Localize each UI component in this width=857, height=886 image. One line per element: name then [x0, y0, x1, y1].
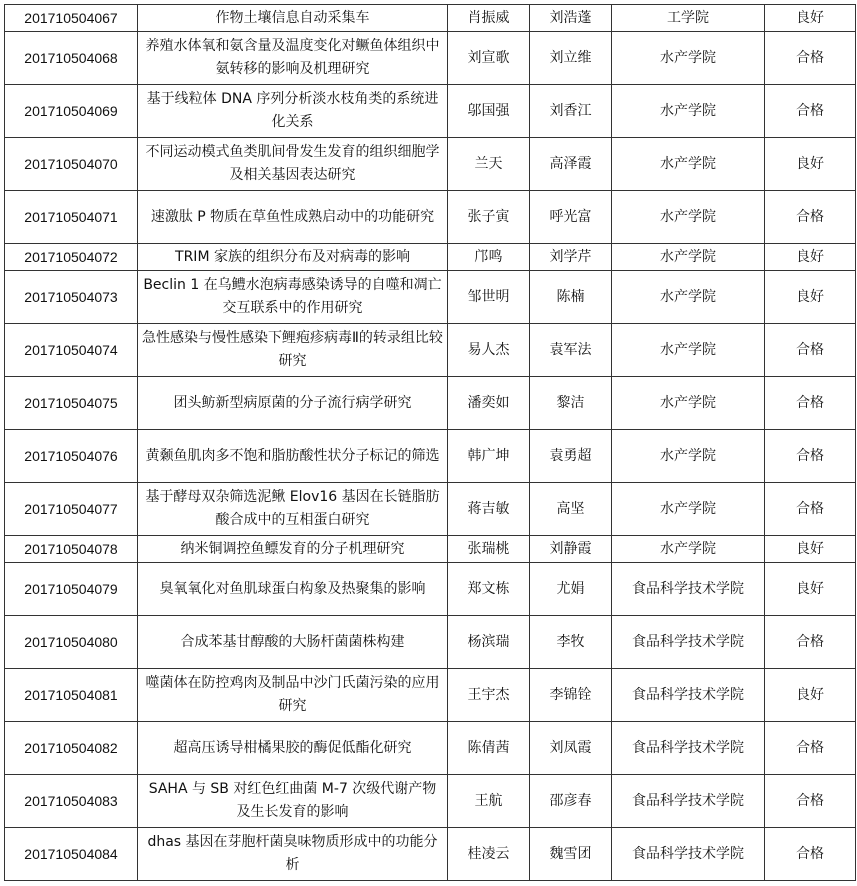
table-row	[5, 271, 856, 324]
student-name-cell: 王航	[448, 775, 530, 828]
grade-cell: 合格	[765, 828, 856, 881]
project-id-cell: 201710504068	[5, 32, 138, 85]
college-cell: 水产学院	[612, 536, 765, 563]
student-name-cell: 桂凌云	[448, 828, 530, 881]
college-cell: 食品科学技术学院	[612, 616, 765, 669]
table-row	[5, 722, 856, 775]
student-name-cell: 邬国强	[448, 85, 530, 138]
project-title-cell: 纳米铜调控鱼鳔发育的分子机理研究	[138, 536, 448, 563]
college-cell: 食品科学技术学院	[612, 828, 765, 881]
grade-cell: 合格	[765, 85, 856, 138]
project-table-body	[5, 5, 856, 881]
student-name-cell: 杨滨瑞	[448, 616, 530, 669]
student-name-cell: 陈倩茜	[448, 722, 530, 775]
table-row	[5, 85, 856, 138]
advisor-name-cell: 邵彦春	[530, 775, 612, 828]
project-id-cell: 201710504070	[5, 138, 138, 191]
college-cell: 水产学院	[612, 271, 765, 324]
college-cell: 水产学院	[612, 244, 765, 271]
college-cell: 食品科学技术学院	[612, 563, 765, 616]
grade-cell: 合格	[765, 191, 856, 244]
college-cell: 食品科学技术学院	[612, 669, 765, 722]
project-title-cell: 合成苯基甘醇酸的大肠杆菌菌株构建	[138, 616, 448, 669]
table-row	[5, 563, 856, 616]
project-id-cell: 201710504073	[5, 271, 138, 324]
advisor-name-cell: 李牧	[530, 616, 612, 669]
advisor-name-cell: 刘学芹	[530, 244, 612, 271]
project-title-cell: 超高压诱导柑橘果胶的酶促低酯化研究	[138, 722, 448, 775]
project-title-cell: dhas 基因在芽胞杆菌臭味物质形成中的功能分析	[138, 828, 448, 881]
student-name-cell: 邹世明	[448, 271, 530, 324]
grade-cell: 合格	[765, 32, 856, 85]
student-name-cell: 韩广坤	[448, 430, 530, 483]
project-id-cell: 201710504076	[5, 430, 138, 483]
table-row	[5, 32, 856, 85]
grade-cell: 合格	[765, 324, 856, 377]
advisor-name-cell: 魏雪团	[530, 828, 612, 881]
college-cell: 食品科学技术学院	[612, 775, 765, 828]
college-cell: 食品科学技术学院	[612, 722, 765, 775]
student-name-cell: 刘宣歌	[448, 32, 530, 85]
project-id-cell: 201710504075	[5, 377, 138, 430]
student-name-cell: 张瑞桃	[448, 536, 530, 563]
project-title-cell: 作物土壤信息自动采集车	[138, 5, 448, 32]
project-title-cell: 急性感染与慢性感染下鲤疱疹病毒Ⅱ的转录组比较研究	[138, 324, 448, 377]
project-table	[4, 4, 856, 881]
project-id-cell: 201710504080	[5, 616, 138, 669]
advisor-name-cell: 尤娟	[530, 563, 612, 616]
advisor-name-cell: 呼光富	[530, 191, 612, 244]
student-name-cell: 张子寅	[448, 191, 530, 244]
advisor-name-cell: 高坚	[530, 483, 612, 536]
project-title-cell: TRIM 家族的组织分布及对病毒的影响	[138, 244, 448, 271]
project-id-cell: 201710504074	[5, 324, 138, 377]
college-cell: 水产学院	[612, 191, 765, 244]
advisor-name-cell: 李锦铨	[530, 669, 612, 722]
table-row	[5, 669, 856, 722]
student-name-cell: 郑文栋	[448, 563, 530, 616]
grade-cell: 良好	[765, 563, 856, 616]
college-cell: 水产学院	[612, 483, 765, 536]
project-id-cell: 201710504069	[5, 85, 138, 138]
table-row	[5, 828, 856, 881]
student-name-cell: 易人杰	[448, 324, 530, 377]
project-id-cell: 201710504084	[5, 828, 138, 881]
project-title-cell: 基于酵母双杂筛选泥鳅 Elov16 基因在长链脂肪酸合成中的互相蛋白研究	[138, 483, 448, 536]
grade-cell: 合格	[765, 430, 856, 483]
grade-cell: 合格	[765, 377, 856, 430]
table-row	[5, 430, 856, 483]
grade-cell: 合格	[765, 483, 856, 536]
project-title-cell: 黄颡鱼肌肉多不饱和脂肪酸性状分子标记的筛选	[138, 430, 448, 483]
student-name-cell: 蒋吉敏	[448, 483, 530, 536]
project-id-cell: 201710504078	[5, 536, 138, 563]
table-row	[5, 244, 856, 271]
table-row	[5, 138, 856, 191]
table-row	[5, 616, 856, 669]
grade-cell: 良好	[765, 244, 856, 271]
project-id-cell: 201710504072	[5, 244, 138, 271]
table-row	[5, 324, 856, 377]
project-title-cell: 养殖水体氧和氨含量及温度变化对鳜鱼体组织中氨转移的影响及机理研究	[138, 32, 448, 85]
table-row	[5, 377, 856, 430]
advisor-name-cell: 刘立维	[530, 32, 612, 85]
grade-cell: 合格	[765, 722, 856, 775]
student-name-cell: 肖振威	[448, 5, 530, 32]
project-title-cell: 噬菌体在防控鸡肉及制品中沙门氏菌污染的应用研究	[138, 669, 448, 722]
project-title-cell: 速激肽 P 物质在草鱼性成熟启动中的功能研究	[138, 191, 448, 244]
advisor-name-cell: 刘浩蓬	[530, 5, 612, 32]
project-id-cell: 201710504067	[5, 5, 138, 32]
grade-cell: 良好	[765, 271, 856, 324]
table-row	[5, 483, 856, 536]
advisor-name-cell: 黎洁	[530, 377, 612, 430]
advisor-name-cell: 刘凤霞	[530, 722, 612, 775]
advisor-name-cell: 高泽霞	[530, 138, 612, 191]
college-cell: 水产学院	[612, 324, 765, 377]
project-id-cell: 201710504083	[5, 775, 138, 828]
advisor-name-cell: 刘香江	[530, 85, 612, 138]
project-id-cell: 201710504079	[5, 563, 138, 616]
table-row	[5, 775, 856, 828]
project-id-cell: 201710504077	[5, 483, 138, 536]
project-title-cell: 臭氧氧化对鱼肌球蛋白构象及热聚集的影响	[138, 563, 448, 616]
college-cell: 水产学院	[612, 32, 765, 85]
project-title-cell: 不同运动模式鱼类肌间骨发生发育的组织细胞学及相关基因表达研究	[138, 138, 448, 191]
advisor-name-cell: 陈楠	[530, 271, 612, 324]
table-row	[5, 536, 856, 563]
grade-cell: 合格	[765, 775, 856, 828]
table-row	[5, 5, 856, 32]
grade-cell: 良好	[765, 138, 856, 191]
grade-cell: 良好	[765, 536, 856, 563]
advisor-name-cell: 刘静霞	[530, 536, 612, 563]
college-cell: 水产学院	[612, 138, 765, 191]
student-name-cell: 潘奕如	[448, 377, 530, 430]
college-cell: 水产学院	[612, 430, 765, 483]
student-name-cell: 王宇杰	[448, 669, 530, 722]
project-title-cell: Beclin 1 在乌鳢水泡病毒感染诱导的自噬和凋亡交互联系中的作用研究	[138, 271, 448, 324]
table-row	[5, 191, 856, 244]
project-title-cell: SAHA 与 SB 对红色红曲菌 M-7 次级代谢产物及生长发育的影响	[138, 775, 448, 828]
college-cell: 工学院	[612, 5, 765, 32]
project-id-cell: 201710504071	[5, 191, 138, 244]
project-title-cell: 基于线粒体 DNA 序列分析淡水枝角类的系统进化关系	[138, 85, 448, 138]
grade-cell: 良好	[765, 5, 856, 32]
project-id-cell: 201710504081	[5, 669, 138, 722]
project-id-cell: 201710504082	[5, 722, 138, 775]
grade-cell: 良好	[765, 669, 856, 722]
project-title-cell: 团头鲂新型病原菌的分子流行病学研究	[138, 377, 448, 430]
college-cell: 水产学院	[612, 85, 765, 138]
student-name-cell: 兰天	[448, 138, 530, 191]
student-name-cell: 邝鸣	[448, 244, 530, 271]
grade-cell: 合格	[765, 616, 856, 669]
advisor-name-cell: 袁勇超	[530, 430, 612, 483]
advisor-name-cell: 袁军法	[530, 324, 612, 377]
college-cell: 水产学院	[612, 377, 765, 430]
